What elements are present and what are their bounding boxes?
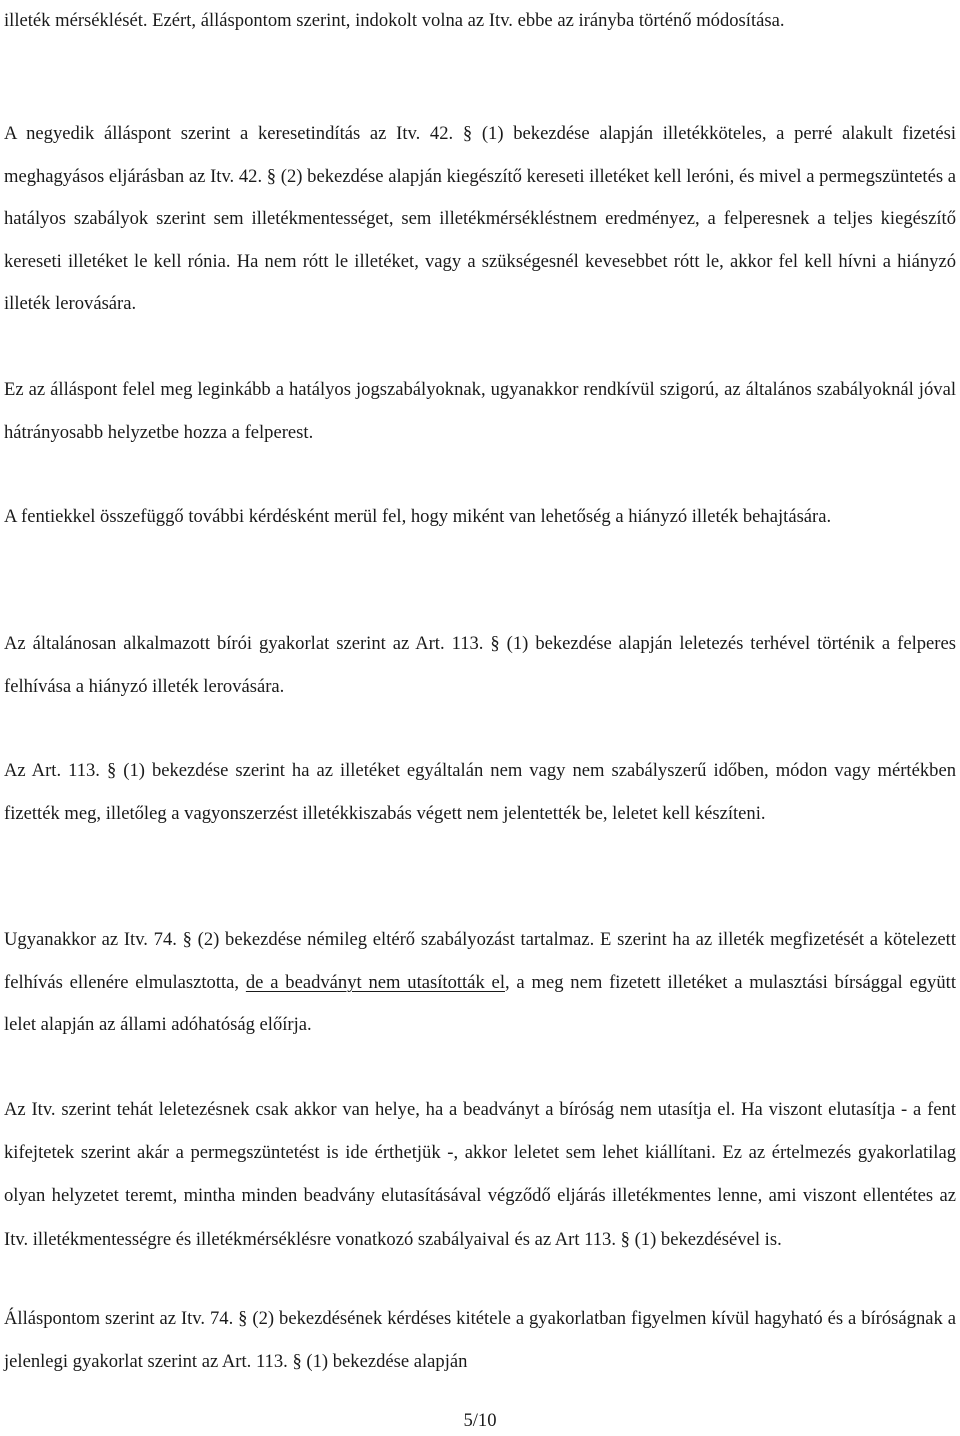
paragraph-1: illeték mérséklését. Ezért, álláspontom szerint, indokolt volna az Itv. ebbe az irányba történő módosítása. — [4, 10, 785, 31]
paragraph-9: Álláspontom szerint az Itv. 74. § (2) bekezdésének kérdéses kitétele a gyakorlatban figyelmen kívül hagyható és a bíróságnak a jelenlegi gyakorlat szerint az Art. 113. § (1) bekezdése alapján — [4, 1308, 956, 1373]
page-number: 5/10 — [463, 1410, 497, 1431]
paragraph-3: Ez az álláspont felel meg leginkább a hatályos jogszabályoknak, ugyanakkor rendkívül szigorú, az általános szabályoknál jóval hátrányosabb helyzetbe hozza a felperest. — [4, 379, 956, 443]
paragraph-4: A fentiekkel összefüggő további kérdésként merül fel, hogy miként van lehetőség a hiányzó illeték behajtására. — [4, 506, 832, 527]
paragraph-8: Az Itv. szerint tehát leletezésnek csak akkor van helye, ha a beadványt a bíróság nem utasítja el. Ha viszont elutasítja - a fent kifejtetek szerint akár a permegszüntetést is ide érthetjük -, akkor leletet sem lehet kiállítani. Ez az értelmezés gyakorlatilag olyan helyzetet teremt, mintha minden beadvány elutasításával végződő eljárás illetékmentes lenne, ami viszont ellentétes az Itv. illetékmentességre és illetékmérséklésre vonatkozó szabályaival és az Art 113. § (1) bekezdésével is. — [4, 1099, 956, 1250]
paragraph-7 — [4, 919, 956, 1047]
underlined-phrase: de a beadványt nem utasították el — [245, 971, 505, 993]
paragraph-5: Az általánosan alkalmazott bírói gyakorlat szerint az Art. 113. § (1) bekezdése alapján leletezés terhével történik a felperes felhívása a hiányzó illeték lerovására. — [4, 633, 956, 697]
paragraph-2: A negyedik álláspont szerint a keresetindítás az Itv. 42. § (1) bekezdése alapján illetékköteles, a perré alakult fizetési meghagyásos eljárásban az Itv. 42. § (2) bekezdése alapján kiegészítő kereseti illetéket kell leróni, és mivel a permegszüntetés a hatályos szabályok szerint sem illetékmentességet, sem illetékmérsékléstnem eredményez, a felperesnek a teljes kiegészítő kereseti illetéket le kell rónia. Ha nem rótt le illetéket, vagy a szükségesnél kevesebbet rótt le, akkor fel kell hívni a hiányzó illeték lerovására. — [4, 123, 956, 314]
paragraph-7-start: Ugyanakkor az Itv. 74. § (2) bekezdése némileg eltérő szabályozást tartalmaz. E szerint ha az illeték megfizetését a kötelezett felhívás ellenére elmulasztotta, — [4, 929, 956, 993]
paragraph-6: Az Art. 113. § (1) bekezdése szerint ha az illetéket egyáltalán nem vagy nem szabályszerű időben, módon vagy mértékben fizették meg, illetőleg a vagyonszerzést illetékkiszabás végett nem jelentették be, leletet kell készíteni. — [4, 760, 956, 824]
paragraph-7-end: , a meg nem fizetett illetéket a mulasztási bírsággal együtt lelet alapján az állami adóhatóság előírja. — [4, 971, 956, 1035]
